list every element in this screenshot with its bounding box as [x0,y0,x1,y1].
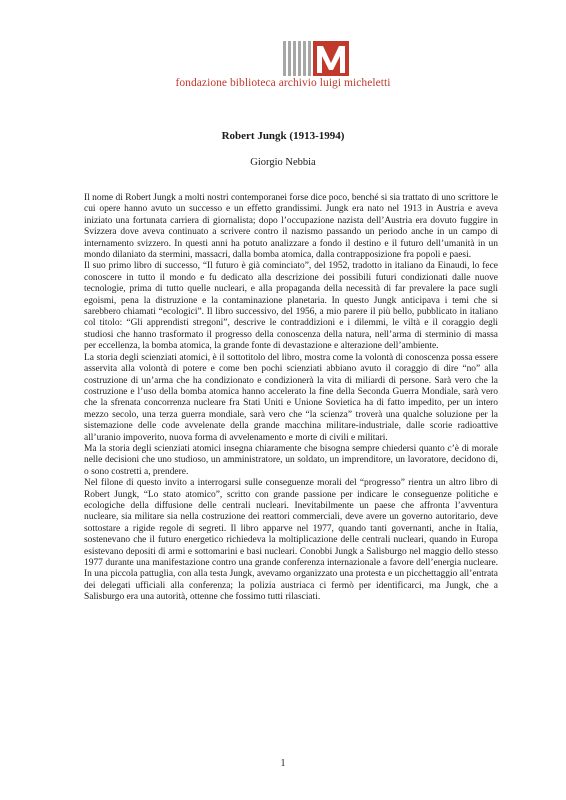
page-number: 1 [280,758,286,769]
document-body [84,193,498,604]
foundation-name: fondazione biblioteca archivio luigi micheletti [175,77,391,89]
paragraph: Il nome di Robert Jungk a molti nostri contemporanei forse dice poco, benché si sia trattato di uno scrittore le cui opere hanno avuto un successo e un effetto grandissimi. Jungk era nato nel 1913 in Austria e aveva iniziato una fortunata carriera di giornalista; dopo l’occupazione nazista dell’Austria era dovuto fuggire in Svizzera dove aveva continuato a scrivere contro il nazismo passando un periodo anche in un campo di internamento svizzero. In questi anni ha potuto analizzare a fondo il destino e il futuro dell’umanità in un mondo dilaniato da stermini, massacri, dalla bomba atomica, dalla contrapposizione fra popoli e paesi. [84,193,498,261]
paragraph: Il suo primo libro di successo, “Il futuro è già cominciato”, del 1952, tradotto in italiano da Einaudi, lo fece conoscere in tutto il mondo e fu dedicato alla descrizione dei possibili futuri condizionati dalle nuove tecnologie, prima di tutto quelle nucleari, e alla propaganda della necessità di far prevalere la pace sugli egoismi, pena la distruzione e la contaminazione planetaria. In questo Jungk anticipava i temi che si sarebbero chiamati “ecologici”. Il libro successivo, del 1956, a mio parere il più bello, pubblicato in italiano col titolo: “Gli apprendisti stregoni”, descrive le contraddizioni e i dilemmi, le viltà e il coraggio degli studiosi che hanno trasformato il progresso della conoscenza della natura, nell’arma di sterminio di massa per eccellenza, la bomba atomica, la grande fonte di devastazione e alterazione dell’ambiente. [84,261,498,352]
logo-mark-icon [283,41,349,76]
paragraph: La storia degli scienziati atomici, è il sottotitolo del libro, mostra come la volontà di conoscenza possa essere asservita alla volontà di potere e come ben pochi scienziati abbiano avuto il coraggio di dire “no” alla costruzione di un’arma che ha condizionato e condizionerà la vita di miliardi di persone. Sarà vero che la costruzione e l’uso della bomba atomica hanno accelerato la fine della Seconda Guerra Mondiale, sarà vero che la sfrenata concorrenza nucleare fra Stati Uniti e Unione Sovietica ha di fatto impedito, per un intero mezzo secolo, una terza guerra mondiale, sarà vero che “la scienza” troverà una qualche soluzione per la sistemazione delle code avvelenate della grande macchina militare-industriale, dalle scorie radioattive all’uranio impoverito, nuova forma di avvelenamento e morte di civili e militari. [84,352,498,443]
document-title: Robert Jungk (1913-1994) [221,130,345,142]
paragraph: Nel filone di questo invito a interrogarsi sulle conseguenze morali del “progresso” rientra un altro libro di Robert Jungk, “Lo stato atomico”, scritto con grande passione per indicare le conseguenze politiche e ecologiche della diffusione delle centrali nucleari. Inevitabilmente un paese che affronta l’avventura nucleare, sia militare sia nella costruzione dei reattori commerciali, deve avere un governo autoritario, deve sottostare a rigide regole di segreti. Il libro apparve nel 1977, quando tanti governanti, anche in Italia, sostenevano che il futuro energetico richiedeva la moltiplicazione delle centrali nucleari, quando in Europa esistevano depositi di armi e sottomarini e basi nucleari. Conobbi Jungk a Salisburgo nel maggio dello stesso 1977 durante una manifestazione contro una grande conferenza internazionale a favore dell’energia nucleare. In una piccola pattuglia, con alla testa Jungk, avevamo organizzato una protesta e un picchettaggio all’entrata dei delegati ufficiali alla conferenza; la polizia austriaca ci fermò per identificarci, ma Jungk, che a Salisburgo era una autorità, ottenne che fossimo tutti rilasciati. [84,478,498,603]
foundation-logo [283,41,349,76]
document-author: Giorgio Nebbia [250,157,316,168]
paragraph: Ma la storia degli scienziati atomici insegna chiaramente che bisogna sempre chiedersi quanto c’è di morale nelle decisioni che uno studioso, un amministratore, un soldato, un imprenditore, un lavoratore, decidono di, o sono costretti a, prendere. [84,443,498,477]
